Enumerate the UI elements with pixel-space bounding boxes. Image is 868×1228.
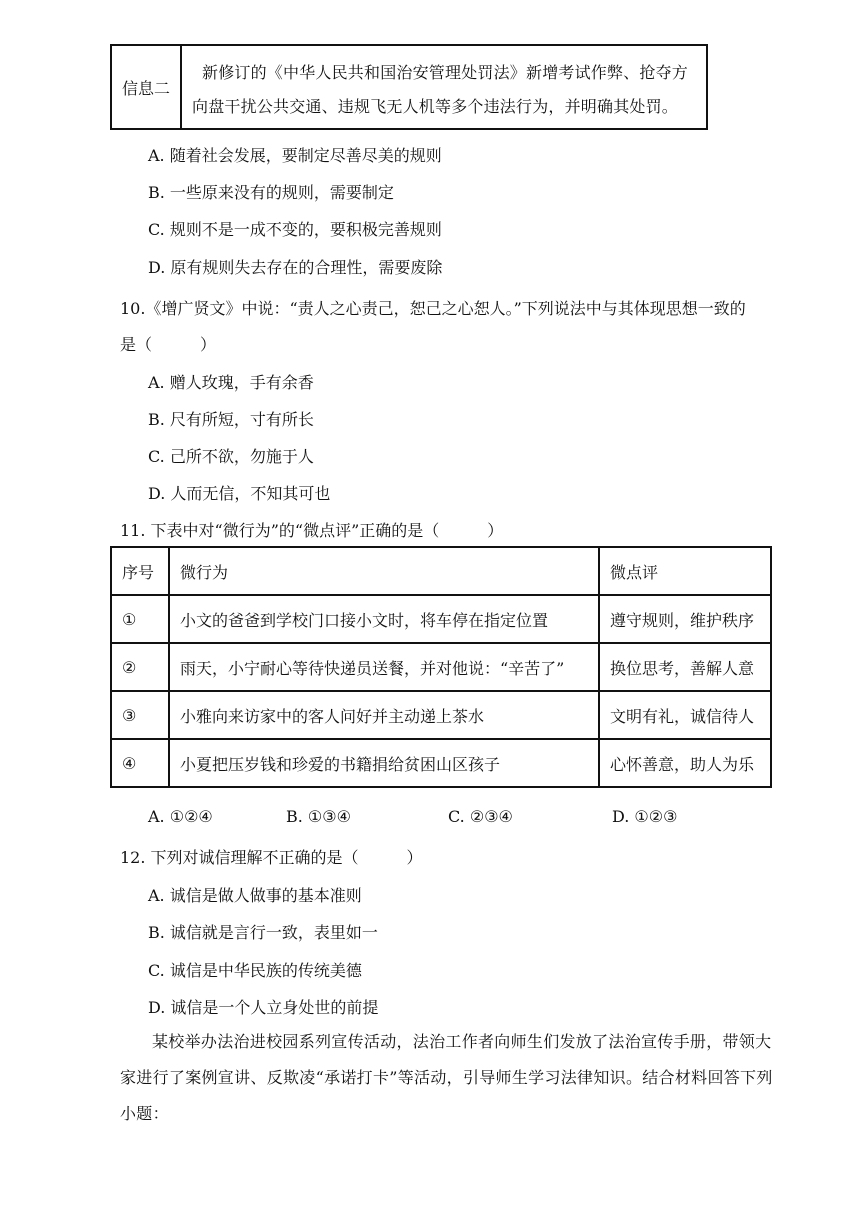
table-cell: ①	[111, 595, 169, 643]
q12-option-b: B. 诚信就是言行一致，表里如一	[148, 923, 378, 942]
q10-option-a: A. 赠人玫瑰，手有余香	[148, 373, 314, 392]
table-header-row	[111, 547, 771, 595]
q11-answer-a: A. ①②④	[148, 807, 213, 826]
q11-answer-b: B. ①③④	[286, 807, 351, 826]
table-header-cell: 序号	[111, 547, 169, 595]
table-cell: ④	[111, 739, 169, 787]
table-cell: 换位思考，善解人意	[599, 643, 771, 691]
q11-table	[110, 546, 772, 788]
q9-option-d: D. 原有规则失去存在的合理性，需要废除	[148, 258, 443, 277]
info-label: 信息二	[112, 46, 182, 128]
table-row	[111, 691, 771, 739]
q9-option-b: B. 一些原来没有的规则，需要制定	[148, 183, 394, 202]
q12-option-c: C. 诚信是中华民族的传统美德	[148, 961, 362, 980]
table-row	[111, 595, 771, 643]
table-cell: 心怀善意，助人为乐	[599, 739, 771, 787]
info-box	[110, 44, 708, 130]
q12-option-a: A. 诚信是做人做事的基本准则	[148, 886, 362, 905]
table-cell: 遵守规则，维护秩序	[599, 595, 771, 643]
table-cell: ③	[111, 691, 169, 739]
table-row	[111, 739, 771, 787]
table-cell: 文明有礼，诚信待人	[599, 691, 771, 739]
table-cell: 小雅向来访家中的客人问好并主动递上茶水	[169, 691, 599, 739]
q10-option-d: D. 人而无信，不知其可也	[148, 484, 331, 503]
q12-option-d: D. 诚信是一个人立身处世的前提	[148, 998, 379, 1017]
q10-option-b: B. 尺有所短，寸有所长	[148, 410, 314, 429]
info-text: 新修订的《中华人民共和国治安管理处罚法》新增考试作弊、抢夺方向盘干扰公共交通、违规飞无人机等多个违法行为，并明确其处罚。	[192, 63, 689, 116]
table-cell: ②	[111, 643, 169, 691]
table-cell: 小夏把压岁钱和珍爱的书籍捐给贫困山区孩子	[169, 739, 599, 787]
q11-answer-d: D. ①②③	[612, 807, 678, 826]
q10-option-c: C. 己所不欲，勿施于人	[148, 447, 314, 466]
q10-stem-line2: 是（ ）	[120, 335, 217, 354]
table-header-cell: 微行为	[169, 547, 599, 595]
table-header-cell: 微点评	[599, 547, 771, 595]
q10-stem-line1: 10.《增广贤文》中说：“责人之心责己，恕己之心恕人。”下列说法中与其体现思想一致的	[120, 299, 746, 318]
material-paragraph: 某校举办法治进校园系列宣传活动，法治工作者向师生们发放了法治宣传手册，带领大家进行了案例宣讲、反欺凌“承诺打卡”等活动，引导师生学习法律知识。结合材料回答下列小题：	[120, 1032, 773, 1123]
q9-option-c: C. 规则不是一成不变的，要积极完善规则	[148, 220, 442, 239]
table-cell: 雨天，小宁耐心等待快递员送餐，并对他说：“辛苦了”	[169, 643, 599, 691]
q12-stem: 12. 下列对诚信理解不正确的是（ ）	[120, 848, 423, 867]
q11-stem: 11. 下表中对“微行为”的“微点评”正确的是（ ）	[120, 521, 504, 540]
table-row	[111, 643, 771, 691]
q11-answer-c: C. ②③④	[448, 807, 513, 826]
table-cell: 小文的爸爸到学校门口接小文时，将车停在指定位置	[169, 595, 599, 643]
q9-option-a: A. 随着社会发展，要制定尽善尽美的规则	[148, 146, 442, 165]
